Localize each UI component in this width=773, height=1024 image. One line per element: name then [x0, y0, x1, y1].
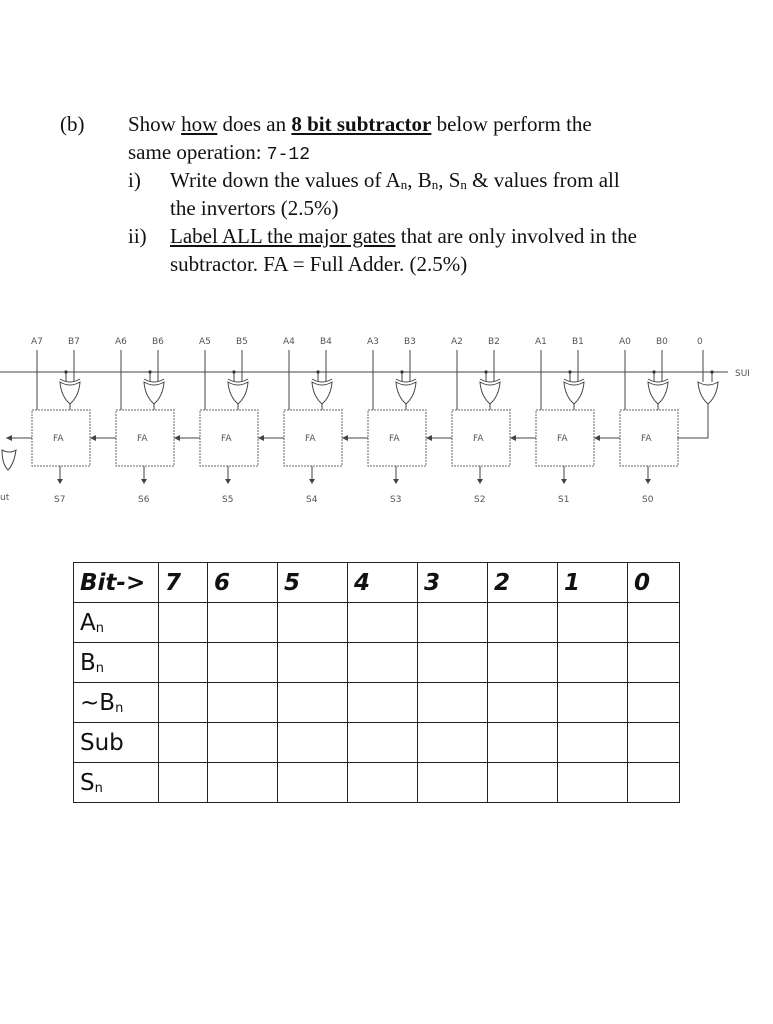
carry-out-gate: [2, 450, 16, 470]
text: that are only involved in the: [395, 224, 637, 248]
answer-cell[interactable]: [278, 603, 348, 643]
full-adder-label: FA: [305, 434, 316, 444]
xor-gate-curve: [228, 379, 248, 382]
xor-gate: [648, 382, 668, 404]
text: Show: [128, 112, 182, 136]
question-label: (b): [60, 112, 85, 136]
input-label: B4: [320, 337, 332, 347]
table-row-sn: [74, 763, 680, 803]
subtractor-circuit-diagram: [0, 330, 773, 510]
answer-cell[interactable]: [159, 723, 208, 763]
question-line-2: [128, 138, 310, 169]
carry-in-route: [677, 404, 708, 438]
junction-dot: [232, 370, 235, 373]
table-row-bn: [74, 643, 680, 683]
row-label: [74, 643, 159, 683]
sum-output-label: S0: [642, 495, 654, 505]
subscript: n: [400, 177, 408, 192]
answer-cell[interactable]: [278, 763, 348, 803]
input-label: B7: [68, 337, 80, 347]
header-cell: 1: [558, 563, 628, 603]
full-adder-label: FA: [53, 434, 64, 444]
full-adder-label: FA: [473, 434, 484, 444]
junction-dot: [652, 370, 655, 373]
subscript: n: [431, 177, 439, 192]
input-label: B2: [488, 337, 500, 347]
sum-output-arrow: [225, 479, 231, 484]
answer-cell[interactable]: [159, 683, 208, 723]
carry-arrow: [174, 435, 180, 441]
xor-gate-curve: [396, 379, 416, 382]
input-label: A1: [535, 337, 547, 347]
subtractor-term: 8 bit subtractor: [291, 112, 432, 136]
carry-arrow: [426, 435, 432, 441]
header-cell: 0: [628, 563, 680, 603]
header-cell: 4: [348, 563, 418, 603]
text: , B: [407, 168, 432, 192]
answer-cell[interactable]: [278, 723, 348, 763]
sum-output-label: S3: [390, 495, 402, 505]
answer-cell[interactable]: [208, 723, 278, 763]
answer-cell[interactable]: [558, 723, 628, 763]
xor-gate-curve: [648, 379, 668, 382]
sum-output-arrow: [309, 479, 315, 484]
xor-gate: [480, 382, 500, 404]
text: ~B: [80, 689, 116, 716]
carry-arrow: [258, 435, 264, 441]
junction-dot: [710, 370, 713, 373]
answer-cell[interactable]: [488, 683, 558, 723]
answer-cell[interactable]: [348, 603, 418, 643]
junction-dot: [148, 370, 151, 373]
xor-gate-curve: [60, 379, 80, 382]
answer-cell[interactable]: [418, 763, 488, 803]
xor-gate: [396, 382, 416, 404]
carry-arrow: [510, 435, 516, 441]
answer-cell[interactable]: [558, 603, 628, 643]
input-label: 0: [697, 337, 703, 347]
answer-cell[interactable]: [208, 603, 278, 643]
sum-output-arrow: [393, 479, 399, 484]
full-adder-label: FA: [557, 434, 568, 444]
row-label: [74, 603, 159, 643]
text: S: [80, 769, 95, 796]
sum-output-label: S2: [474, 495, 486, 505]
answer-cell[interactable]: [558, 683, 628, 723]
answer-cell[interactable]: [348, 763, 418, 803]
answer-cell[interactable]: [488, 723, 558, 763]
answer-cell[interactable]: [418, 683, 488, 723]
carry-arrow: [6, 435, 12, 441]
answer-cell[interactable]: [418, 603, 488, 643]
input-label: A7: [31, 337, 43, 347]
text: & values from all: [466, 168, 620, 192]
answer-cell[interactable]: [488, 763, 558, 803]
item-ii-num: ii): [128, 224, 147, 248]
sum-output-label: S7: [54, 495, 66, 505]
item-i-text-2: the invertors (2.5%): [170, 196, 339, 220]
row-label: [74, 723, 159, 763]
input-label: B0: [656, 337, 668, 347]
table-row-an: [74, 603, 680, 643]
item-ii-text: [170, 222, 637, 250]
header-cell: 2: [488, 563, 558, 603]
subscript: n: [94, 780, 103, 796]
answer-cell[interactable]: [348, 643, 418, 683]
sub-label: SUI: [735, 369, 750, 379]
answer-cell[interactable]: [278, 643, 348, 683]
sum-output-arrow: [561, 479, 567, 484]
xor-gate-curve: [480, 379, 500, 382]
table-header-row: [74, 563, 680, 603]
input-label: A6: [115, 337, 127, 347]
answer-cell[interactable]: [418, 643, 488, 683]
answer-cell[interactable]: [628, 603, 680, 643]
junction-dot: [568, 370, 571, 373]
input-label: B6: [152, 337, 164, 347]
sum-output-arrow: [477, 479, 483, 484]
sum-output-arrow: [57, 479, 63, 484]
answer-cell[interactable]: [348, 683, 418, 723]
header-cell: 7: [159, 563, 208, 603]
junction-dot: [400, 370, 403, 373]
subscript: n: [460, 177, 467, 192]
answer-cell[interactable]: [208, 683, 278, 723]
xor-gate: [564, 382, 584, 404]
carry-arrow: [90, 435, 96, 441]
answer-cell[interactable]: [558, 763, 628, 803]
input-label: A5: [199, 337, 211, 347]
header-cell: 5: [278, 563, 348, 603]
xor-gate-curve: [312, 379, 332, 382]
subscript: n: [95, 660, 105, 676]
input-label: A3: [367, 337, 379, 347]
text: same operation:: [128, 140, 267, 164]
xor-gate: [228, 382, 248, 404]
answer-cell[interactable]: [278, 683, 348, 723]
row-label: [74, 683, 159, 723]
answer-cell[interactable]: [628, 643, 680, 683]
major-gates-term: Label ALL the major gates: [170, 224, 396, 248]
header-cell: Bit->: [74, 563, 159, 603]
sum-output-label: S1: [558, 495, 570, 505]
answer-cell[interactable]: [159, 763, 208, 803]
full-adder-label: FA: [221, 434, 232, 444]
how-word: how: [181, 112, 218, 136]
full-adder-label: FA: [389, 434, 400, 444]
answer-cell[interactable]: [488, 603, 558, 643]
input-label: B3: [404, 337, 416, 347]
answer-cell[interactable]: [348, 723, 418, 763]
item-ii-text-2: subtractor. FA = Full Adder. (2.5%): [170, 252, 468, 276]
text: below perform the: [431, 112, 592, 136]
carry-arrow: [594, 435, 600, 441]
text: does an: [217, 112, 292, 136]
sum-output-label: S6: [138, 495, 150, 505]
full-adder-label: FA: [137, 434, 148, 444]
answer-cell[interactable]: [628, 683, 680, 723]
sum-output-arrow: [645, 479, 651, 484]
table-row-sub: [74, 723, 680, 763]
carry-out-label: ut: [0, 493, 10, 503]
header-cell: 6: [208, 563, 278, 603]
xor-gate-curve: [144, 379, 164, 382]
table-row-not-bn: [74, 683, 680, 723]
question-line-1: [128, 110, 592, 138]
answer-cell[interactable]: [208, 643, 278, 683]
input-label: A4: [283, 337, 295, 347]
row-label: [74, 763, 159, 803]
answer-table: [73, 562, 680, 803]
xor-gate: [144, 382, 164, 404]
xor-gate: [60, 382, 80, 404]
junction-dot: [316, 370, 319, 373]
input-label: A0: [619, 337, 631, 347]
junction-dot: [64, 370, 67, 373]
subscript: n: [115, 700, 124, 716]
answer-cell[interactable]: [159, 603, 208, 643]
sum-output-label: S5: [222, 495, 234, 505]
answer-cell[interactable]: [558, 643, 628, 683]
text: Write down the values of A: [170, 168, 401, 192]
text: , S: [438, 168, 461, 192]
text: A: [80, 609, 96, 636]
full-adder-label: FA: [641, 434, 652, 444]
junction-dot: [484, 370, 487, 373]
answer-cell[interactable]: [159, 643, 208, 683]
answer-cell[interactable]: [628, 763, 680, 803]
answer-cell[interactable]: [488, 643, 558, 683]
answer-cell[interactable]: [418, 723, 488, 763]
xor-gate-curve: [564, 379, 584, 382]
answer-cell[interactable]: [628, 723, 680, 763]
input-label: A2: [451, 337, 463, 347]
input-label: B5: [236, 337, 248, 347]
carry-arrow: [342, 435, 348, 441]
item-i-num: i): [128, 168, 141, 192]
operation: 7-12: [266, 145, 311, 165]
text: B: [80, 649, 96, 676]
xor-gate: [312, 382, 332, 404]
text: Sub: [80, 729, 124, 756]
answer-cell[interactable]: [208, 763, 278, 803]
input-label: B1: [572, 337, 584, 347]
subscript: n: [95, 620, 104, 636]
sum-output-arrow: [141, 479, 147, 484]
sum-output-label: S4: [306, 495, 318, 505]
header-cell: 3: [418, 563, 488, 603]
carry-in-gate: [698, 382, 718, 404]
